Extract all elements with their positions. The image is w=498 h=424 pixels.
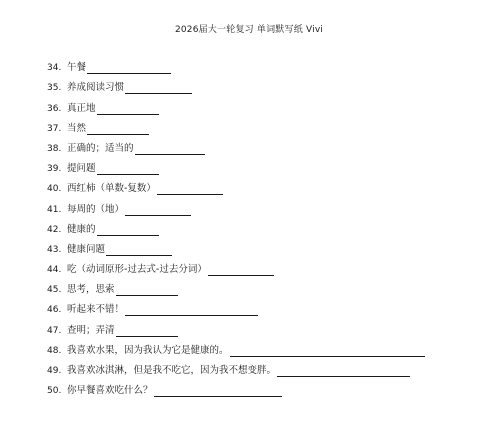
- item-number: 41.: [47, 204, 62, 215]
- list-item: [47, 94, 425, 114]
- list-item: [47, 115, 425, 135]
- item-prompt: 正确的；适当的: [67, 142, 134, 154]
- item-number: 50.: [47, 386, 62, 397]
- item-number: 42.: [47, 224, 62, 235]
- item-number: 45.: [47, 285, 62, 296]
- item-prompt: 你早餐喜欢吃什么？: [67, 385, 153, 397]
- answer-blank[interactable]: [116, 285, 178, 296]
- item-number: 38.: [47, 143, 62, 154]
- answer-blank[interactable]: [87, 124, 149, 135]
- item-prompt: 思考，思索: [67, 284, 115, 296]
- list-item: [47, 195, 425, 215]
- list-item: [47, 256, 425, 276]
- list-item: [47, 54, 425, 74]
- list-item: [47, 236, 425, 256]
- list-item: [47, 155, 425, 175]
- item-number: 39.: [47, 164, 62, 175]
- answer-blank[interactable]: [87, 63, 171, 74]
- answer-blank[interactable]: [135, 144, 205, 155]
- page-title: 2026届大一轮复习 单词默写纸 Vivi: [174, 25, 324, 35]
- answer-blank[interactable]: [154, 386, 282, 397]
- list-item: [47, 296, 425, 316]
- item-prompt: 当然: [67, 122, 87, 134]
- item-number: 34.: [47, 63, 62, 74]
- item-number: 44.: [47, 265, 62, 276]
- answer-blank[interactable]: [97, 225, 159, 236]
- answer-blank[interactable]: [97, 164, 159, 175]
- item-prompt: 我喜欢水果，因为我认为它是健康的。: [67, 344, 229, 356]
- item-prompt: 听起来不错！: [67, 304, 125, 316]
- list-item: [47, 377, 425, 397]
- list-item: [47, 276, 425, 296]
- item-number: 37.: [47, 123, 62, 134]
- item-number: 49.: [47, 366, 62, 376]
- answer-blank[interactable]: [277, 366, 410, 377]
- item-prompt: 我喜欢冰淇淋，但是我不吃它，因为我不想变胖。: [67, 365, 277, 376]
- list-item: [47, 74, 425, 94]
- list-item: [47, 135, 425, 155]
- item-number: 48.: [47, 345, 62, 356]
- vocabulary-list: [47, 54, 425, 397]
- item-prompt: 西红柿（单数-复数）: [67, 183, 156, 195]
- item-prompt: 查明；弄清: [67, 324, 115, 336]
- item-prompt: 提问题: [67, 163, 96, 175]
- answer-blank[interactable]: [125, 83, 192, 94]
- item-number: 47.: [47, 325, 62, 336]
- item-prompt: 健康问题: [67, 243, 106, 255]
- item-prompt: 健康的: [67, 223, 96, 235]
- item-prompt: 每周的（地）: [67, 203, 125, 215]
- list-item: [47, 316, 425, 336]
- item-prompt: 真正地: [67, 102, 96, 114]
- item-number: 43.: [47, 244, 62, 255]
- list-item: [47, 357, 425, 377]
- item-prompt: 吃（动词原形-过去式-过去分词）: [67, 264, 207, 276]
- answer-blank[interactable]: [230, 346, 425, 357]
- list-item: [47, 175, 425, 195]
- item-number: 46.: [47, 305, 62, 316]
- item-prompt: 养成阅读习惯: [67, 82, 125, 94]
- item-number: 36.: [47, 103, 62, 114]
- answer-blank[interactable]: [97, 104, 159, 115]
- answer-blank[interactable]: [125, 205, 191, 216]
- answer-blank[interactable]: [106, 245, 172, 256]
- answer-blank[interactable]: [157, 184, 223, 195]
- answer-blank[interactable]: [116, 326, 178, 337]
- list-item: [47, 216, 425, 236]
- answer-blank[interactable]: [125, 305, 258, 316]
- item-prompt: 午餐: [67, 62, 87, 74]
- item-number: 35.: [47, 83, 62, 94]
- item-number: 40.: [47, 184, 62, 195]
- answer-blank[interactable]: [208, 265, 274, 276]
- list-item: [47, 337, 425, 357]
